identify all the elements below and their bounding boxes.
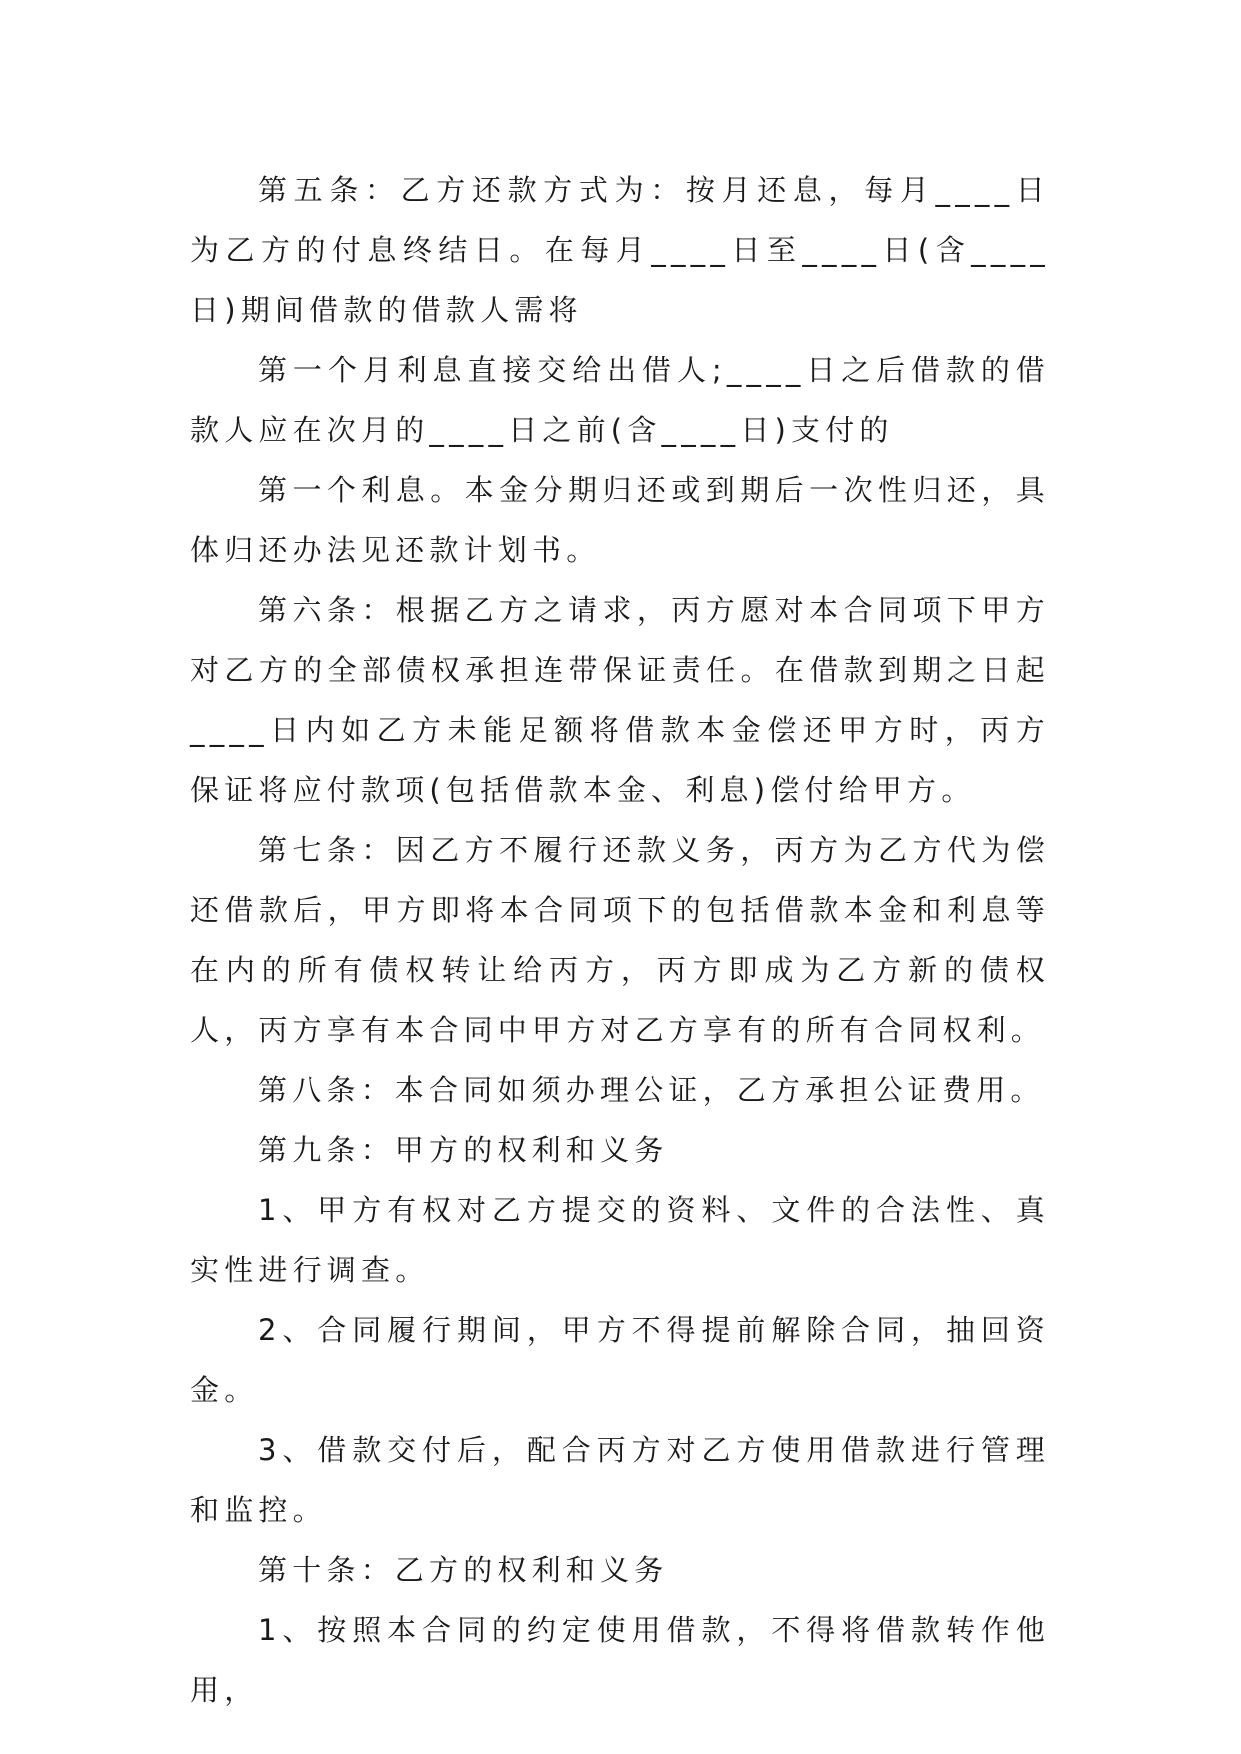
clause-8-paragraph: 第八条：本合同如须办理公证，乙方承担公证费用。: [258, 1073, 1045, 1107]
clause-6-paragraph: 第六条：根据乙方之请求，丙方愿对本合同项下甲方对乙方的全部债权承担连带保证责任。在借款到期之日起____日内如乙方未能足额将借款本金偿还甲方时，丙方保证将应付款项(包括借款本金、利息)偿付给甲方。: [190, 593, 1050, 807]
clause-9-item-2: 2、合同履行期间，甲方不得提前解除合同，抽回资金。: [190, 1313, 1050, 1407]
clause-9-item-3: 3、借款交付后，配合丙方对乙方使用借款进行管理和监控。: [190, 1433, 1050, 1527]
clause-10-heading: 第十条：乙方的权利和义务: [258, 1553, 669, 1587]
document-page: [190, 160, 1050, 1720]
clause-5-paragraph-end: 第一个利息。本金分期归还或到期后一次性归还，具体归还办法见还款计划书。: [190, 473, 1050, 567]
clause-9-item-1: 1、甲方有权对乙方提交的资料、文件的合法性、真实性进行调查。: [190, 1193, 1050, 1287]
clause-10-item-1: 1、按照本合同的约定使用借款，不得将借款转作他用，: [190, 1613, 1050, 1707]
clause-5-paragraph-cont: 第一个月利息直接交给出借人;____日之后借款的借款人应在次月的____日之前(含____日)支付的: [190, 353, 1050, 447]
clause-5-paragraph: 第五条：乙方还款方式为：按月还息，每月____日为乙方的付息终结日。在每月____日至____日(含____日)期间借款的借款人需将: [190, 173, 1050, 327]
clause-7-paragraph: 第七条：因乙方不履行还款义务，丙方为乙方代为偿还借款后，甲方即将本合同项下的包括借款本金和利息等在内的所有债权转让给丙方，丙方即成为乙方新的债权人，丙方享有本合同中甲方对乙方享有的所有合同权利。: [190, 833, 1050, 1047]
clause-9-heading: 第九条：甲方的权利和义务: [258, 1133, 669, 1167]
